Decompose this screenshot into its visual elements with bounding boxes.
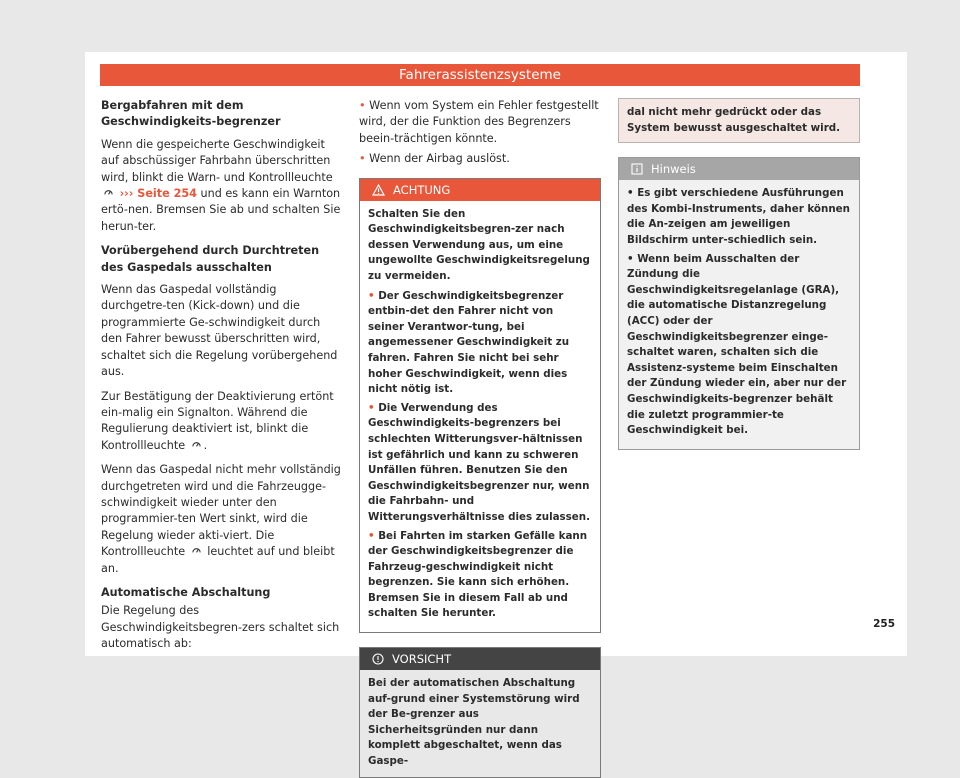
page-reference-link[interactable]: ››› Seite 254: [119, 187, 197, 201]
paragraph-kickdown: Wenn das Gaspedal vollständig durchgetre-ten (Kick-down) und die programmierte Ge-schwindigkeit durch den Fahrer bewusst überschritten wird, schaltet sich die Regelung vorübergehend aus.: [101, 283, 338, 379]
auto-off-list: [359, 98, 601, 168]
list-item: • Es gibt verschiedene Ausführungen des Kombi-Instruments, daher können die An-zeigen am jeweiligen Bildschirm unter-schiedlich sein.: [627, 187, 850, 246]
column-right: [618, 98, 860, 450]
column-left: [101, 98, 341, 661]
achtung-list: [368, 289, 592, 622]
list-item: • Bei Fahrten im starken Gefälle kann der Geschwindigkeitsbegrenzer die Fahrzeug-geschwindigkeit nicht begrenzen. Sie kann sich erhöhen. Bremsen Sie in diesem Fall ab und schalten Sie herunter.: [368, 529, 588, 620]
achtung-box: [359, 178, 601, 633]
hinweis-box: [618, 157, 860, 450]
paragraph-auto-off: Die Regelung des Geschwindigkeitsbegren-zers schaltet sich automatisch ab:: [101, 604, 340, 651]
info-icon: [631, 163, 643, 175]
speedometer-lamp-icon: [191, 439, 202, 450]
heading-downhill: Bergabfahren mit dem Geschwindigkeits-begrenzer: [101, 99, 281, 129]
speedometer-lamp-icon: [191, 545, 202, 556]
list-item: • Wenn beim Ausschalten der Zündung die Geschwindigkeitsregelanlage (GRA), die automatische Distanzregelung (ACC) oder der Geschwindigkeitsbegrenzer einge-schaltet waren, schalten sich die Assistenz-systeme beim Einschalten der Zündung wieder ein, aber nur der Geschwindigkeits-begrenzer behält die zuletzt programmier-te Geschwindigkeit bei.: [627, 252, 847, 437]
heading-kickdown: Vorübergehend durch Durchtreten des Gaspedals ausschalten: [101, 244, 320, 274]
column-middle: [359, 98, 601, 778]
vorsicht-body: Bei der automatischen Abschaltung auf-grund einer Systemstörung wird der Be-grenzer aus Sicherheitsgründen nur dann komplett abgeschaltet, wenn das Gaspe-: [368, 677, 580, 768]
page-number: 255: [873, 618, 895, 630]
vorsicht-title: VORSICHT: [392, 652, 452, 667]
paragraph-confirmation: Zur Bestätigung der Deaktivierung ertönt ein-malig ein Signalton. Während die Regulierung deaktiviert ist, blinkt die Kontrollleuchte .: [101, 389, 334, 452]
manual-page: [85, 52, 907, 768]
section-header: Fahrerassistenzsysteme: [100, 64, 860, 86]
list-item: • Wenn vom System ein Fehler festgestellt wird, der die Funktion des Begrenzers beein-trächtigen könnte.: [359, 99, 599, 145]
list-item: • Der Geschwindigkeitsbegrenzer entbin-det den Fahrer nicht von seiner Verantwor-tung, bei angemessener Geschwindigkeit zu fahren. Fahren Sie nicht bei sehr hoher Geschwindigkeit, wenn dies nicht nötig ist.: [368, 289, 570, 396]
achtung-header: [360, 179, 600, 201]
heading-auto-off: Automatische Abschaltung: [101, 585, 271, 599]
achtung-intro: Schalten Sie den Geschwindigkeitsbegren-zer nach dessen Verwendung aus, um eine ungewollte Geschwindigkeitsregelung zu vermeiden.: [368, 207, 590, 282]
paragraph-reactivation: Wenn das Gaspedal nicht mehr vollständig durchgetreten wird und die Fahrzeugge-schwindigkeit wieder unter den programmier-ten Wert sinkt, wird die Regelung wieder akti-viert. Die Kontrollleuchte leuchtet auf und bleibt an.: [101, 463, 341, 575]
vorsicht-box: [359, 647, 601, 778]
hinweis-header: [619, 158, 859, 180]
hinweis-list: [627, 186, 851, 439]
achtung-title: ACHTUNG: [393, 182, 451, 197]
hinweis-body: [619, 180, 859, 449]
warning-triangle-icon: [372, 184, 385, 196]
speedometer-lamp-icon: [103, 187, 114, 198]
achtung-body: [360, 201, 600, 632]
vorsicht-header: [360, 648, 600, 670]
paragraph-downhill: Wenn die gespeicherte Geschwindigkeit auf abschüssiger Fahrbahn überschritten wird, blinkt die Warn- und Kontrollleuchte ››› Seite 254 und es kann ein Warnton ertö-nen. Bremsen Sie ab und schalten Sie herun-ter.: [101, 137, 341, 233]
list-item: • Die Verwendung des Geschwindigkeits-begrenzers bei schlechten Witterungsver-hältnissen ist gefährlich und kann zu schweren Unfällen führen. Benutzen Sie den Geschwindigkeitsbegrenzer nur, wenn die Fahrbahn- und Witterungsverhältnisse dies zulassen.: [368, 401, 591, 523]
list-item: • Wenn der Airbag auslöst.: [359, 152, 510, 166]
caution-circle-icon: [372, 653, 384, 665]
hinweis-title: Hinweis: [651, 162, 696, 177]
vorsicht-continuation: dal nicht mehr gedrückt oder das System bewusst ausgeschaltet wird.: [618, 98, 860, 143]
